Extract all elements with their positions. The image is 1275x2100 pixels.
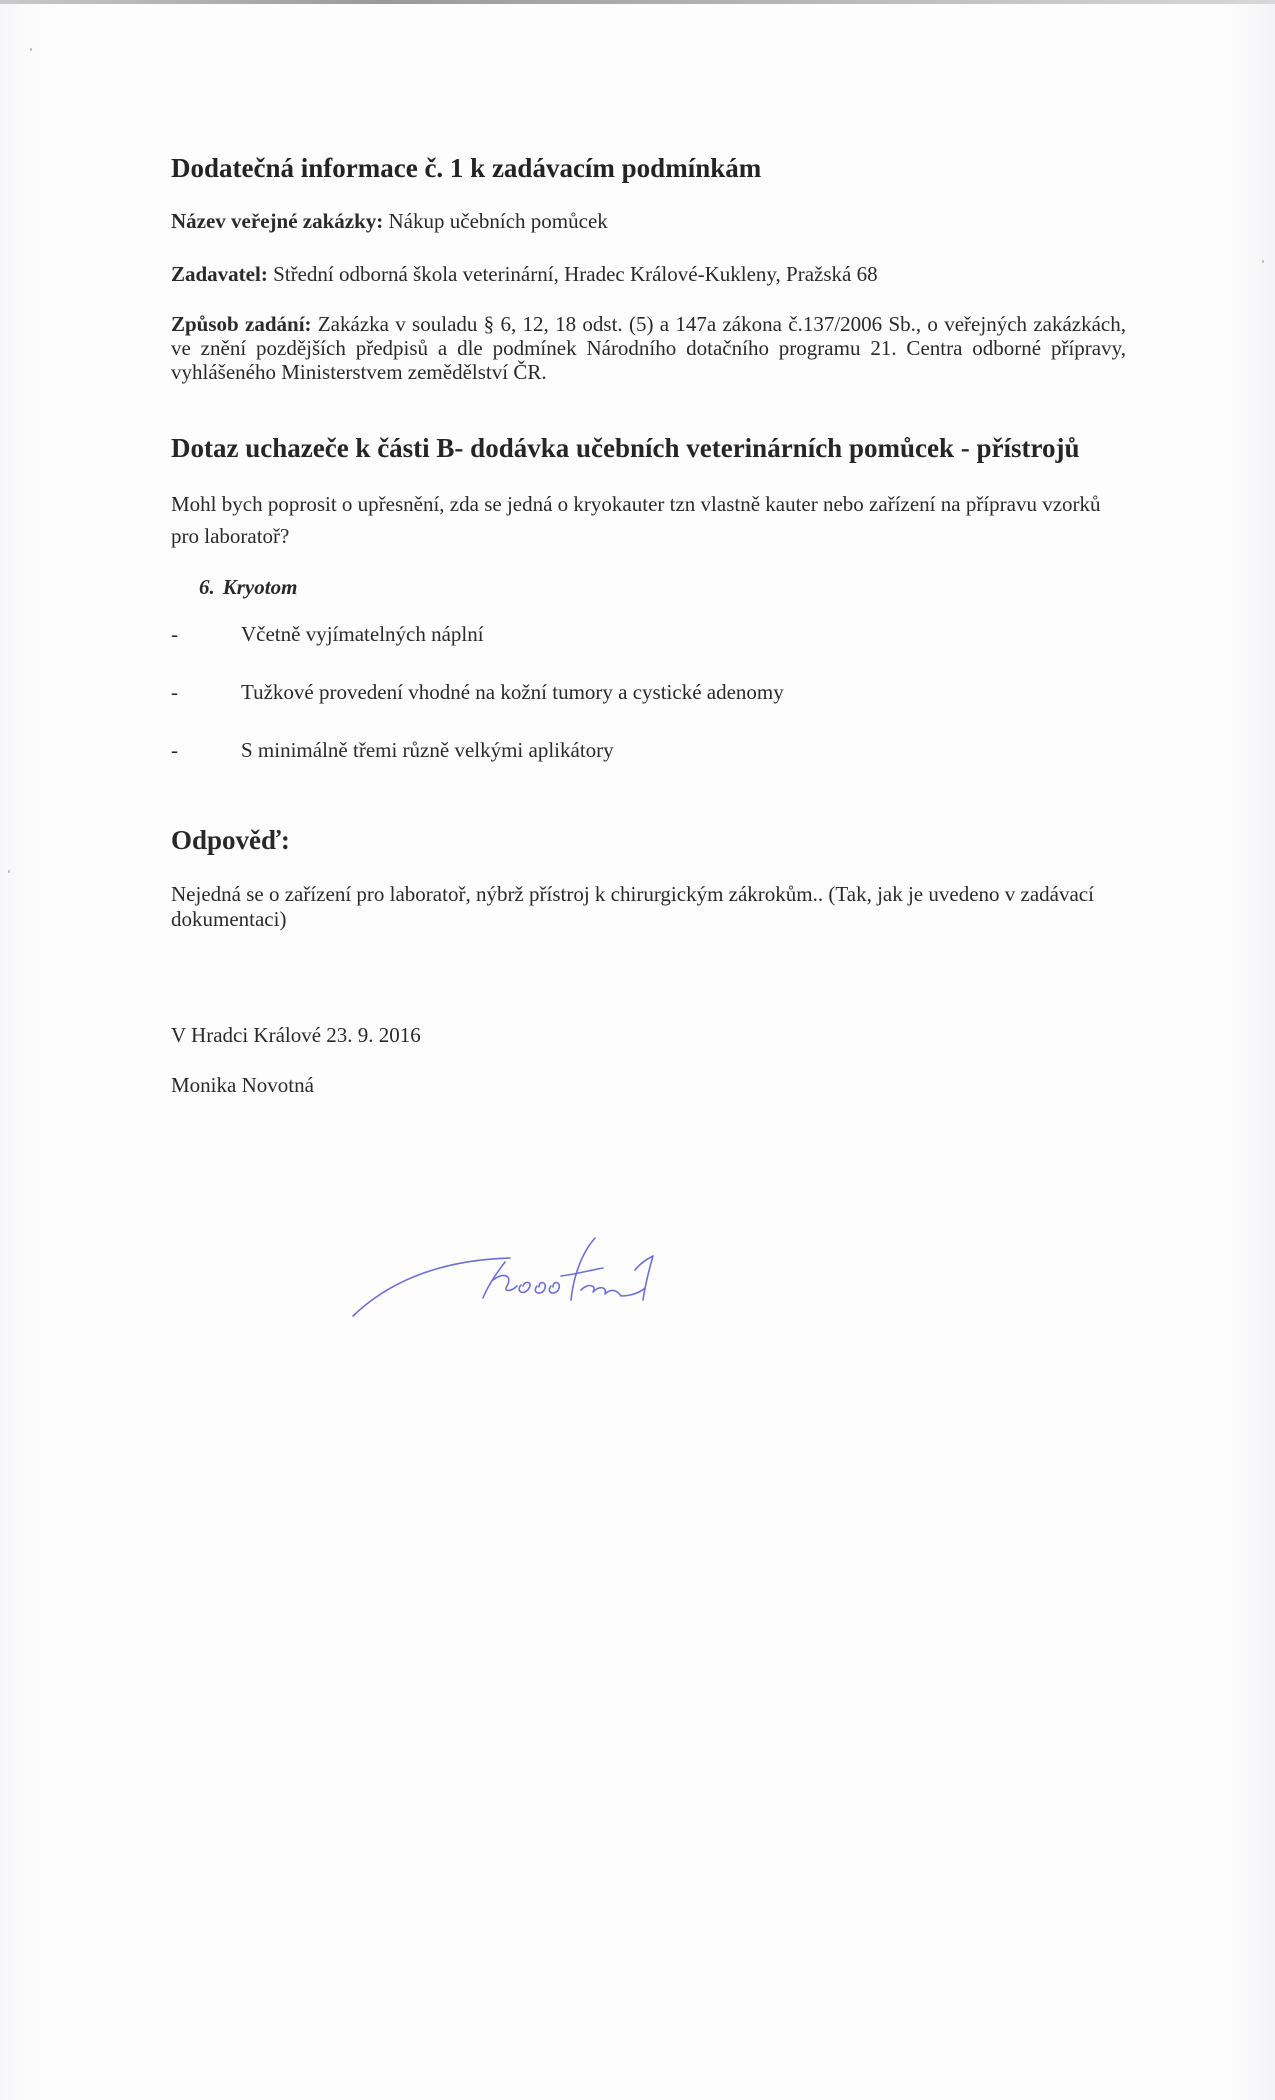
question-heading: Dotaz uchazeče k části B- dodávka učebních veterinárních pomůcek - přístrojů xyxy=(171,433,1080,463)
list-item-text: Tužkové provedení vhodné na kožní tumory a cystické adenomy xyxy=(241,680,784,704)
answer-heading: Odpověď: xyxy=(171,825,290,855)
dash-bullet-icon: - xyxy=(171,622,178,646)
scan-speck xyxy=(30,48,32,51)
signature-stroke xyxy=(571,1238,595,1300)
list-item xyxy=(171,621,1126,648)
handwritten-signature xyxy=(345,1230,705,1320)
dash-bullet-icon: - xyxy=(171,738,178,762)
contract-name-label: Název veřejné zakázky: xyxy=(171,209,384,233)
scan-speck xyxy=(8,870,10,873)
list-item-text: S minimálně třemi různě velkými aplikátory xyxy=(241,738,614,762)
contracting-authority-value: Střední odborná škola veterinární, Hradec Králové-Kukleny, Pražská 68 xyxy=(273,262,878,286)
signature-strokes xyxy=(353,1238,653,1316)
signature-stroke xyxy=(535,1283,545,1294)
scan-speck xyxy=(1262,260,1264,263)
document-body xyxy=(171,150,1126,1099)
scan-top-edge xyxy=(0,0,1275,4)
contract-name-line xyxy=(171,208,1126,235)
list-item xyxy=(171,679,1126,706)
signature-stroke xyxy=(581,1286,645,1296)
signature-stroke xyxy=(549,1283,559,1294)
signature-stroke xyxy=(353,1258,510,1316)
signature-stroke xyxy=(519,1282,530,1292)
award-method-line xyxy=(171,312,1126,384)
item-name: Kryotom xyxy=(222,575,298,599)
contracting-authority-line xyxy=(171,261,1126,288)
contract-name-value: Nákup učebních pomůcek xyxy=(388,209,608,233)
signature-stroke xyxy=(561,1268,603,1276)
list-item xyxy=(171,737,1126,764)
signer-name: Monika Novotná xyxy=(171,1073,314,1097)
award-method-label: Způsob zadání: xyxy=(171,312,312,336)
item-heading xyxy=(199,574,1126,601)
document-title: Dodatečná informace č. 1 k zadávacím podmínkám xyxy=(171,153,762,183)
contracting-authority-label: Zadavatel: xyxy=(171,262,268,286)
dash-bullet-icon: - xyxy=(171,680,178,704)
question-text: Mohl bych poprosit o upřesnění, zda se jedná o kryokauter tzn vlastně kauter nebo zařízení na přípravu vzorků pro laboratoř? xyxy=(171,492,1101,548)
list-item-text: Včetně vyjímatelných náplní xyxy=(241,622,484,646)
item-number: 6. xyxy=(199,575,215,599)
signature-stroke xyxy=(493,1275,517,1290)
place-and-date: V Hradci Králové 23. 9. 2016 xyxy=(171,1023,421,1047)
requirements-list xyxy=(171,621,1126,764)
award-method-value: Zakázka v souladu § 6, 12, 18 odst. (5) a 147a zákona č.137/2006 Sb., o veřejných zakázkách, ve znění pozdějších předpisů a dle podmínek Národního dotačního programu 21. Centra odborné přípravy, vyhlášeného Ministerstvem zemědělství ČR. xyxy=(171,312,1126,384)
answer-text: Nejedná se o zařízení pro laboratoř, nýbrž přístroj k chirurgickým zákrokům.. (Tak, jak je uvedeno v zadávací dokumentaci) xyxy=(171,882,1094,931)
